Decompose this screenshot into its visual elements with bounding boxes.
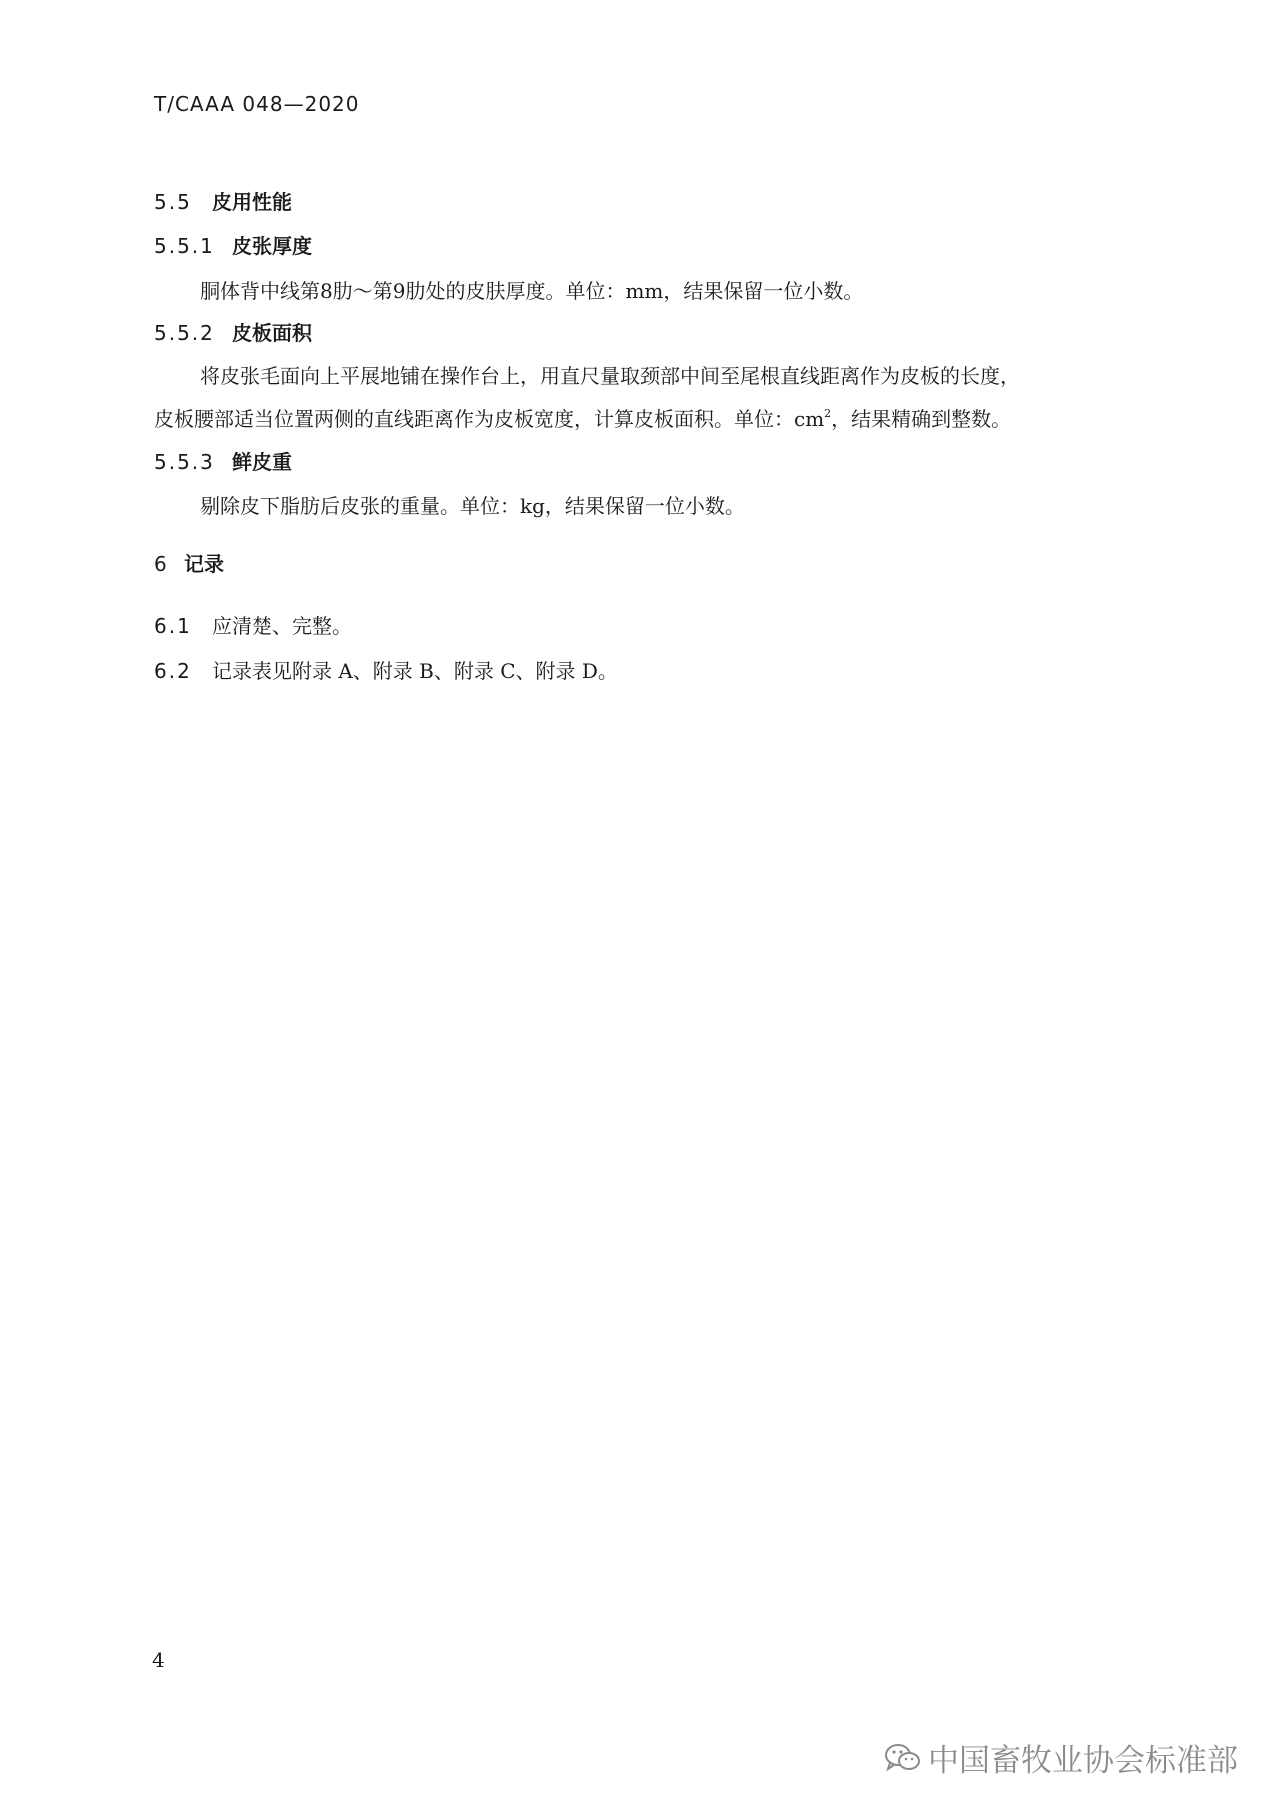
section-6-1 (154, 610, 352, 639)
section-title: 皮用性能 (212, 190, 292, 214)
section-number: 5.5 (154, 190, 192, 214)
section-title: 皮板面积 (232, 321, 312, 345)
watermark-text: 中国畜牧业协会标准部 (928, 1743, 1238, 1779)
section-text: 应清楚、完整。 (212, 614, 352, 638)
chapter-6-heading (154, 548, 224, 577)
section-title: 记录 (184, 552, 224, 576)
section-number: 6.2 (154, 659, 192, 683)
section-title: 皮张厚度 (232, 234, 312, 258)
section-5-5-2-text-line1: 将皮张毛面向上平展地铺在操作台上，用直尺量取颈部中间至尾根直线距离作为皮板的长度， (200, 364, 1020, 388)
section-5-5-2-text-line2 (154, 403, 1011, 432)
section-5-5-3-text: 剔除皮下脂肪后皮张的重量。单位：kg，结果保留一位小数。 (200, 494, 745, 518)
superscript: 2 (824, 407, 832, 420)
section-5-5-1-heading (154, 230, 312, 259)
section-6-2 (154, 655, 618, 684)
section-5-5-1-text: 胴体背中线第8肋～第9肋处的皮肤厚度。单位：mm，结果保留一位小数。 (200, 279, 864, 303)
section-title: 鲜皮重 (232, 450, 292, 474)
page-number: 4 (152, 1648, 165, 1672)
text-run: ，结果精确到整数。 (831, 407, 1012, 431)
document-code: T/CAAA 048—2020 (154, 92, 360, 116)
watermark (884, 1735, 1238, 1780)
section-number: 5.5.1 (154, 234, 215, 258)
section-number: 5.5.3 (154, 450, 215, 474)
section-5-5-heading (154, 186, 292, 215)
section-5-5-2-heading (154, 317, 312, 346)
section-number: 6.1 (154, 614, 192, 638)
section-5-5-3-heading (154, 446, 292, 475)
section-number: 6 (154, 552, 169, 576)
text-run: 皮板腰部适当位置两侧的直线距离作为皮板宽度，计算皮板面积。单位：cm (154, 407, 825, 431)
section-text: 记录表见附录 A、附录 B、附录 C、附录 D。 (212, 659, 618, 683)
section-number: 5.5.2 (154, 321, 215, 345)
wechat-icon (884, 1743, 922, 1773)
